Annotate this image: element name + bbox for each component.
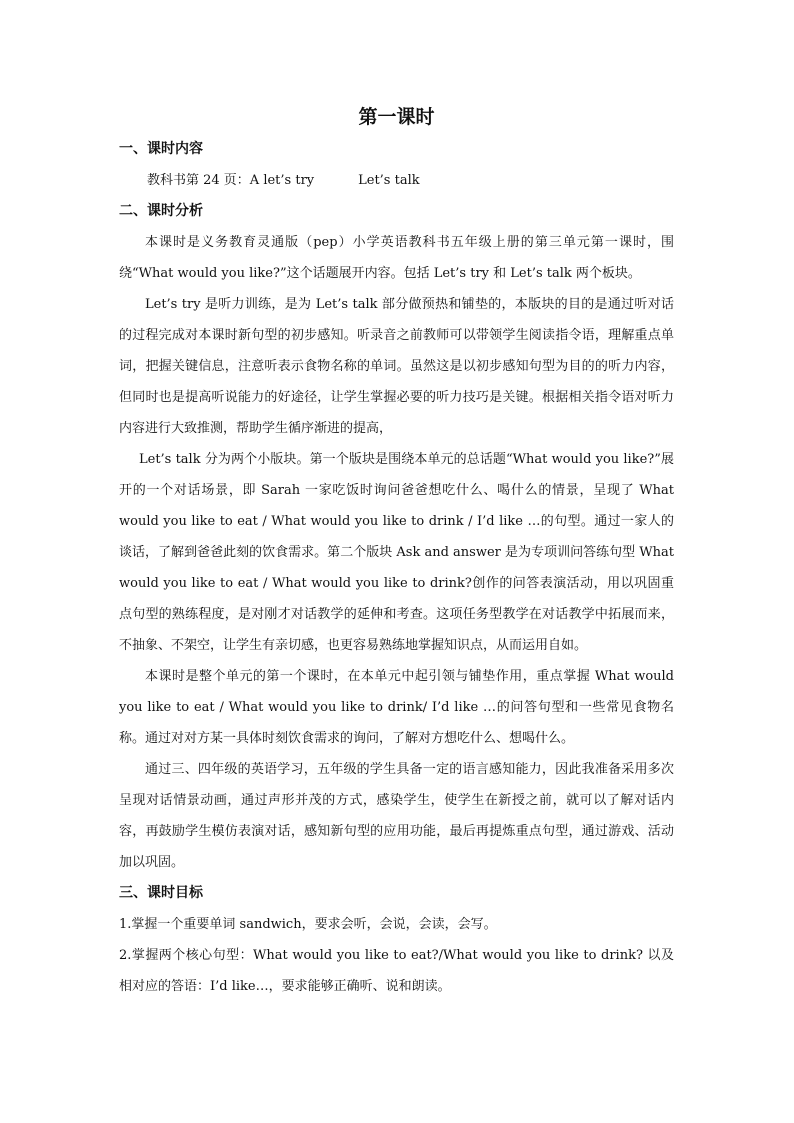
goal-item-1: 1.掌握一个重要单词 sandwich，要求会听，会说，会读，会写。 bbox=[119, 917, 497, 932]
content-text bbox=[119, 165, 674, 196]
page-title: 第一课时 bbox=[358, 106, 435, 128]
section-heading-analysis: 二、课时分析 bbox=[119, 203, 203, 219]
section-heading-goals: 三、课时目标 bbox=[119, 885, 203, 901]
analysis-paragraph-5: 通过三、四年级的英语学习，五年级的学生具备一定的语言感知能力，因此我准备采用多次呈现对话情景动画，通过声形并茂的方式，感染学生，使学生在新授之前，就可以了解对话内容，再鼓励学生模仿表演对话，感知新句型的应用功能，最后再提炼重点句型，通过游戏、活动加以巩固。 bbox=[119, 762, 674, 870]
section-heading-content: 一、课时内容 bbox=[119, 141, 203, 157]
analysis-paragraph-4: 本课时是整个单元的第一个课时，在本单元中起引领与铺垫作用，重点掌握 What would you like to eat / What would you like to drink/ I’d like …的问答句型和一些常见食物名称。通过对对方某一具体时刻饮食需求的询问，了解对方想吃什么、想喝什么。 bbox=[119, 669, 674, 746]
analysis-paragraph-1: 本课时是义务教育灵通版（pep）小学英语教科书五年级上册的第三单元第一课时，围绕“What would you like?”这个话题展开内容。包括 Let’s try 和 Let’s talk 两个板块。 bbox=[119, 235, 674, 281]
content-text-b: Let’s talk bbox=[358, 173, 420, 188]
content-text-a: 教科书第 24 页：A let’s try bbox=[147, 173, 315, 188]
goal-item-2: 2.掌握两个核心句型：What would you like to eat?/What would you like to drink? 以及相对应的答语：I’d like…，要求能够正确听、说和朗读。 bbox=[119, 948, 674, 994]
analysis-paragraph-3: Let’s talk 分为两个小版块。第一个版块是围绕本单元的总话题“What would you like?”展开的一个对话场景，即 Sarah 一家吃饭时询问爸爸想吃什么、喝什么的情景，呈现了 What would you like to eat / What would you like to drink / I’d like …的句型。通过一家人的谈话，了解到爸爸此刻的饮食需求。第二个版块 Ask and answer 是为专项训问答练句型 What would you like to eat / What would you like to drink?创作的问答表演活动，用以巩固重点句型的熟练程度，是对刚才对话教学的延伸和考查。这项任务型教学在对话教学中拓展而来，不抽象、不架空，让学生有亲切感，也更容易熟练地掌握知识点，从而运用自如。 bbox=[119, 452, 674, 653]
analysis-paragraph-2: Let’s try 是听力训练，是为 Let’s talk 部分做预热和铺垫的，本版块的目的是通过听对话的过程完成对本课时新句型的初步感知。听录音之前教师可以带领学生阅读指令语，理解重点单词，把握关键信息，注意听表示食物名称的单词。虽然这是以初步感知句型为目的的听力内容，但同时也是提高听说能力的好途径，让学生掌握必要的听力技巧是关键。根据相关指令语对听力内容进行大致推测，帮助学生循序渐进的提高， bbox=[119, 297, 674, 436]
